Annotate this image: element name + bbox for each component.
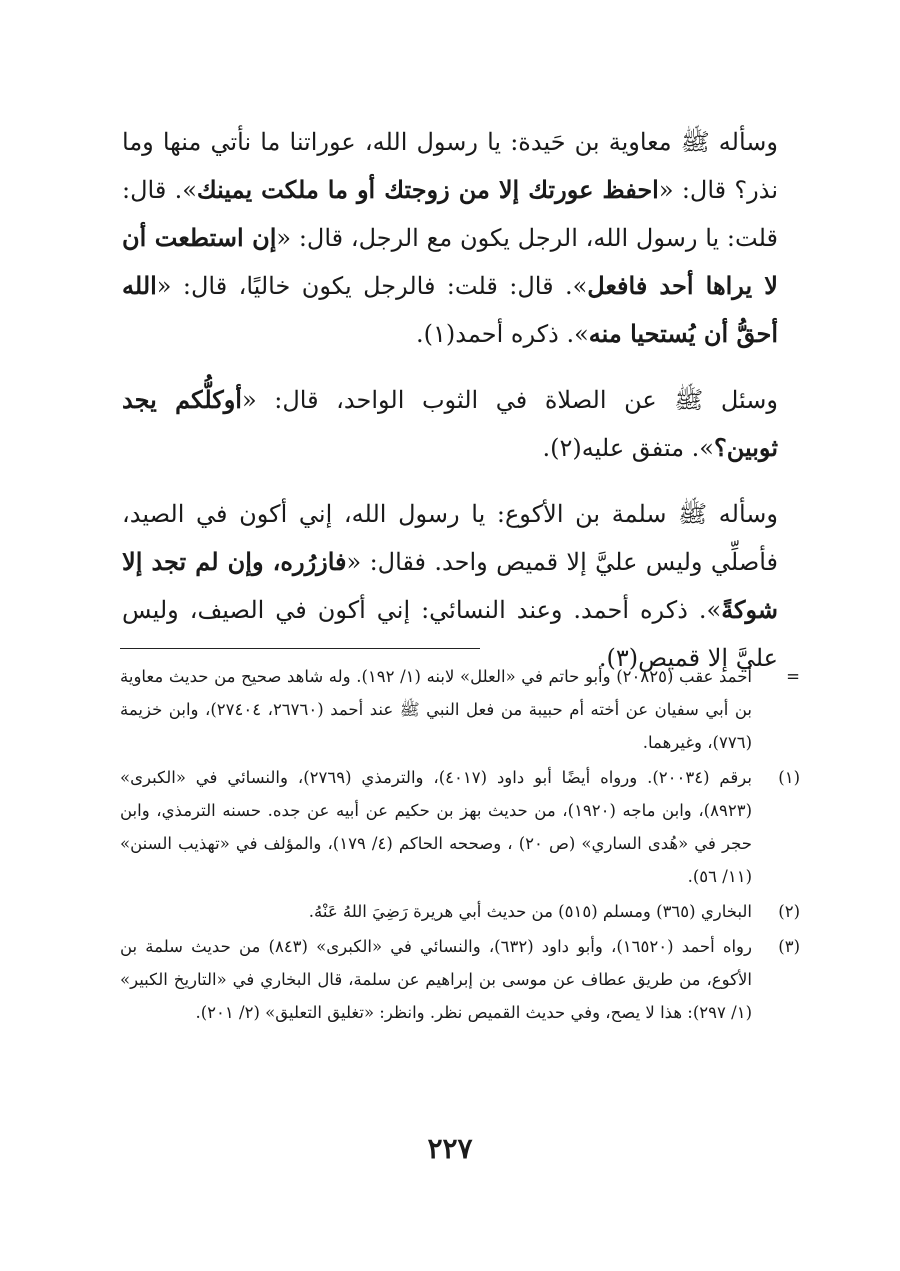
hadith-quote: أوكلُّكم يجد ثوبين؟ bbox=[122, 385, 778, 462]
footnote-2 bbox=[120, 895, 800, 928]
hadith-quote: إن استطعت أن لا يراها أحد فافعل bbox=[122, 223, 778, 300]
paragraph-2 bbox=[122, 376, 778, 472]
footnote-text: البخاري (٣٦٥) ومسلم (٥١٥) من حديث أبي هريرة رَضِيَ اللهُ عَنْهُ. bbox=[308, 902, 752, 921]
footnote-mark: = bbox=[786, 667, 800, 686]
text-run: وسأله ﷺ سلمة بن الأكوع: يا رسول الله، إني أكون في الصيد، فأصلِّي وليس عليَّ إلا قميص واحد. فقال: « bbox=[122, 500, 778, 576]
text-run: وسئل ﷺ عن الصلاة في الثوب الواحد، قال: « bbox=[241, 386, 779, 414]
footnote-mark: (٣) bbox=[778, 937, 800, 956]
footnote-1 bbox=[120, 761, 800, 893]
footnote-continuation bbox=[120, 660, 800, 759]
footnote-text: رواه أحمد (١٦٥٢٠)، وأبو داود (٦٣٢)، والنسائي في «الكبرى» (٨٤٣) من حديث سلمة بن الأكوع، من طريق عطاف عن موسى بن إبراهيم عن سلمة، قال البخاري في «التاريخ الكبير» (١/ ٢٩٧): هذا لا يصح، وفي حديث القميص نظر. وانظر: «تغليق التعليق» (٢/ ٢٠١). bbox=[120, 937, 752, 1022]
main-text bbox=[122, 118, 778, 700]
footnotes bbox=[120, 660, 800, 1031]
footnote-separator bbox=[120, 648, 480, 649]
hadith-quote: فازرُره، وإن لم تجد إلا شوكةً bbox=[122, 547, 778, 624]
paragraph-3 bbox=[122, 490, 778, 682]
paragraph-1 bbox=[122, 118, 778, 358]
text-run: ». ذكره أحمد. وعند النسائي: إني أكون في الصيف، وليس عليَّ إلا قميص(٣). bbox=[122, 596, 778, 672]
hadith-quote: احفظ عورتك إلا من زوجتك أو ما ملكت يمينك bbox=[196, 175, 659, 204]
hadith-quote: الله أحقُّ أن يُستحيا منه bbox=[122, 271, 778, 348]
footnote-text: برقم (٢٠٠٣٤). ورواه أيضًا أبو داود (٤٠١٧)، والترمذي (٢٧٦٩)، والنسائي في «الكبرى» (٨٩٢٣)، وابن ماجه (١٩٢٠)، من حديث بهز بن حكيم عن أبيه عن جده. حسنه الترمذي، وابن حجر في «هُدى الساري» (ص ٢٠) ، وصححه الحاكم (٤/ ١٧٩)، والمؤلف في «تهذيب السنن» (١١/ ٥٦). bbox=[120, 768, 752, 886]
footnote-3 bbox=[120, 930, 800, 1029]
footnote-text: أحمد عقب (٢٠٨٢٥) وأبو حاتم في «العلل» لابنه (١/ ١٩٢). وله شاهد صحيح من حديث معاوية بن أبي سفيان عن أخته أم حبيبة من فعل النبي ﷺ عند أحمد (٢٦٧٦٠، ٢٧٤٠٤)، وابن خزيمة (٧٧٦)، وغيرهما. bbox=[120, 667, 752, 752]
text-run: ». ذكره أحمد(١). bbox=[416, 320, 589, 348]
page-number: ٢٢٧ bbox=[427, 1132, 473, 1165]
text-run: وسأله ﷺ معاوية بن حَيدة: يا رسول الله، عوراتنا ما نأتي منها وما نذر؟ قال: « bbox=[122, 128, 779, 204]
footnote-mark: (٢) bbox=[778, 902, 800, 921]
text-run: ». قال: قلت: فالرجل يكون خاليًا، قال: « bbox=[156, 272, 588, 300]
text-run: ». قال: قلت: يا رسول الله، الرجل يكون مع الرجل، قال: « bbox=[122, 176, 779, 252]
text-run: ». متفق عليه(٢). bbox=[542, 434, 714, 462]
footnote-mark: (١) bbox=[778, 768, 800, 787]
